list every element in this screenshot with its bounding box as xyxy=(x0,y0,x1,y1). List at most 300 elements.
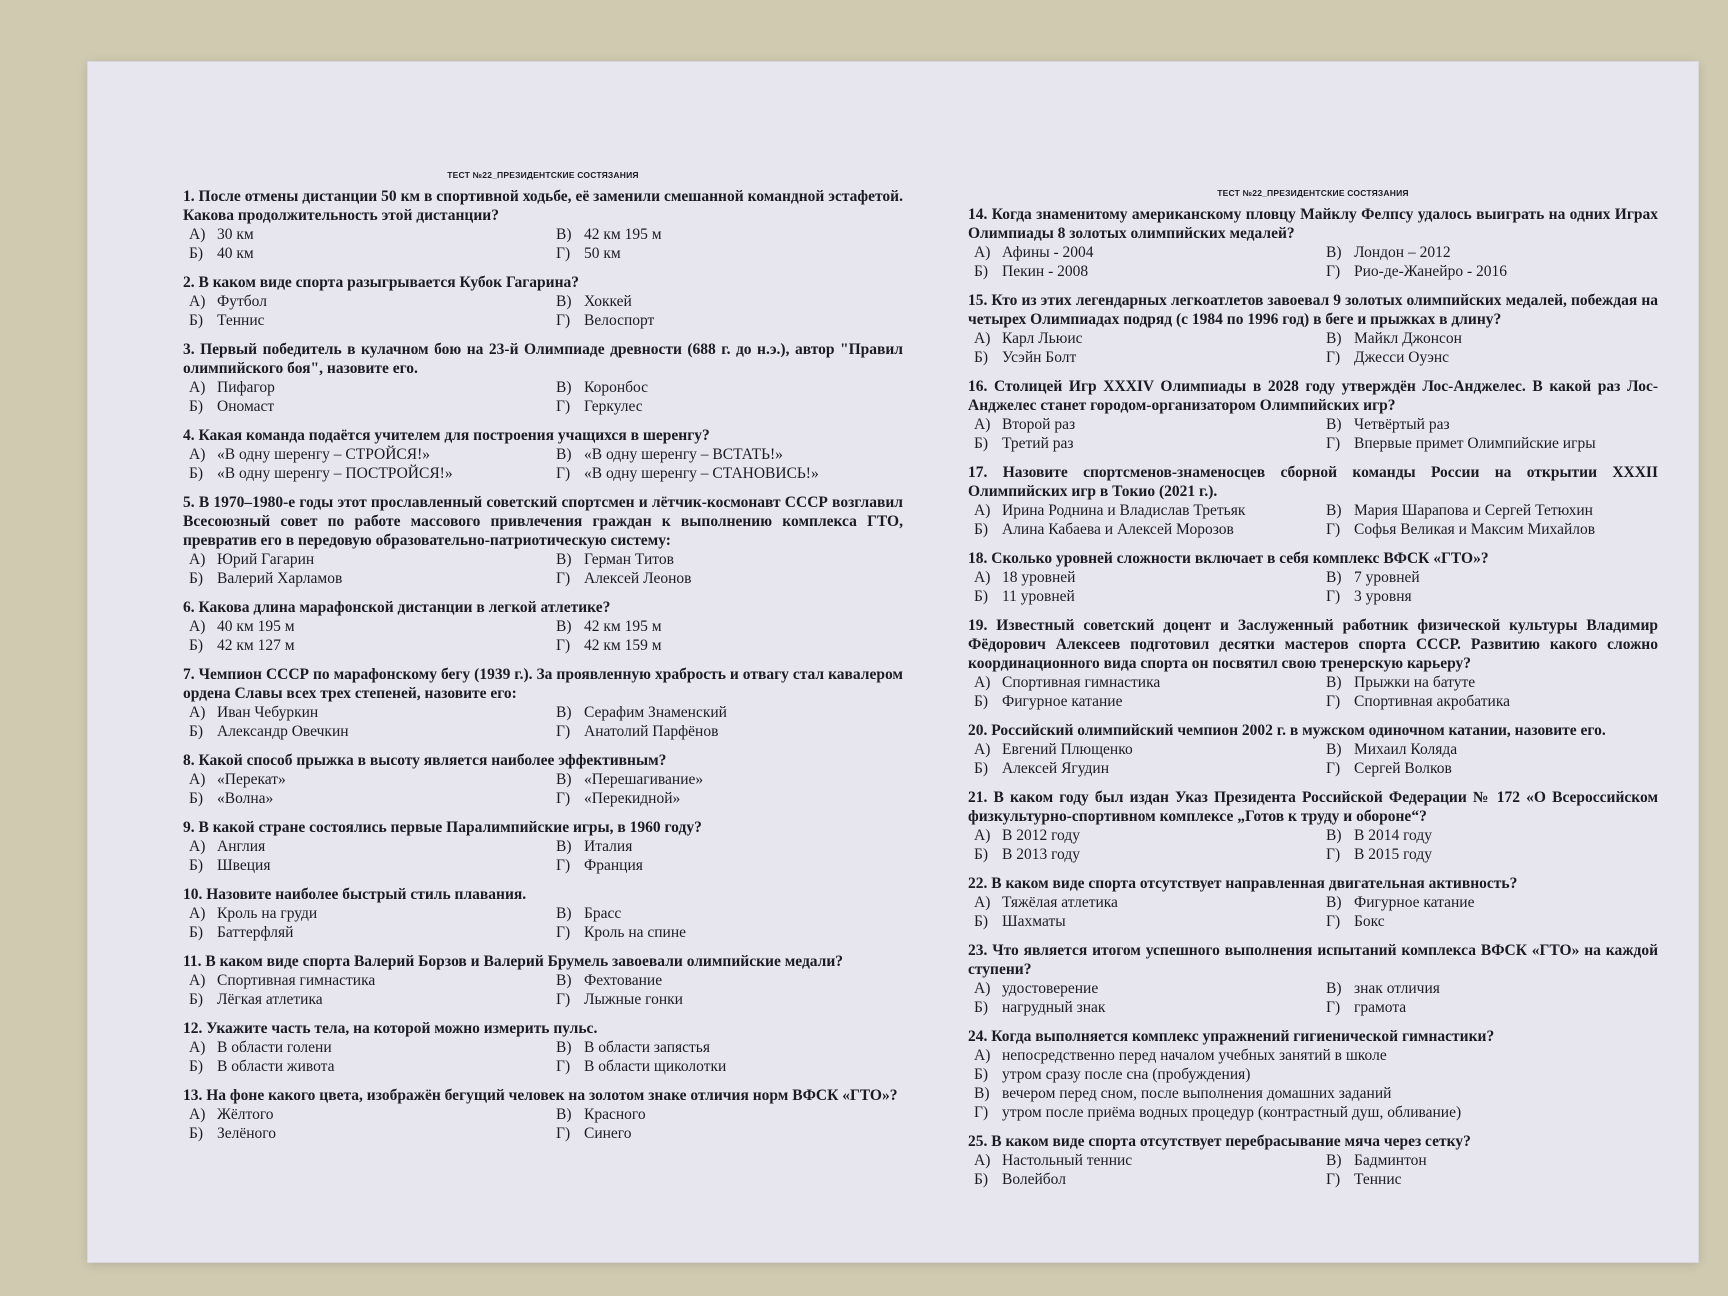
answer-option xyxy=(1326,243,1658,262)
answer-option xyxy=(556,1038,903,1057)
answer-option xyxy=(974,243,1306,262)
option-letter: В) xyxy=(1326,244,1342,261)
option-letter: А) xyxy=(974,1047,991,1064)
option-letter: А) xyxy=(189,551,206,568)
answer-option xyxy=(556,837,903,856)
option-letter: Г) xyxy=(556,245,571,262)
answer-option xyxy=(974,826,1306,845)
test-sheet xyxy=(88,62,1698,1262)
option-text: 42 км 195 м xyxy=(584,618,662,635)
answer-options xyxy=(968,243,1658,281)
answer-options xyxy=(968,1151,1658,1189)
answer-option xyxy=(189,244,536,263)
option-text: В 2012 году xyxy=(1002,827,1080,844)
option-text: В 2015 году xyxy=(1354,846,1432,863)
option-text: Третий раз xyxy=(1002,435,1074,452)
option-text: Лыжные гонки xyxy=(584,991,683,1008)
option-text: Четвёртый раз xyxy=(1354,416,1450,433)
option-text: 18 уровней xyxy=(1002,569,1076,586)
option-text: Фигурное катание xyxy=(1354,894,1475,911)
question xyxy=(968,1027,1658,1122)
answer-option xyxy=(189,292,536,311)
option-text: Пекин - 2008 xyxy=(1002,263,1089,280)
option-letter: В) xyxy=(1326,980,1342,997)
option-letter: Г) xyxy=(556,570,571,587)
option-letter: В) xyxy=(1326,502,1342,519)
option-letter: В) xyxy=(556,1039,572,1056)
option-letter: А) xyxy=(974,741,991,758)
option-text: удостоверение xyxy=(1002,980,1099,997)
answer-option xyxy=(556,1105,903,1124)
option-text: вечером перед сном, после выполнения домашних заданий xyxy=(1002,1085,1392,1102)
question-text: 17. Назовите спортсменов-знаменосцев сборной команды России на открытии XXXII Олимпийских игр в Токио (2021 г.). xyxy=(968,464,1658,500)
answer-option xyxy=(1326,1170,1658,1189)
option-letter: А) xyxy=(974,244,991,261)
option-letter: Б) xyxy=(189,924,204,941)
option-letter: Г) xyxy=(556,857,571,874)
option-letter: А) xyxy=(189,379,206,396)
option-letter: Г) xyxy=(1326,349,1341,366)
option-text: Жёлтого xyxy=(217,1106,274,1123)
option-letter: В) xyxy=(556,379,572,396)
answer-options xyxy=(183,837,903,875)
answer-option xyxy=(974,1065,1658,1084)
option-text: Италия xyxy=(584,838,633,855)
answer-options xyxy=(183,971,903,1009)
option-text: В области запястья xyxy=(584,1039,710,1056)
option-text: Франция xyxy=(584,857,643,874)
option-text: Кроль на груди xyxy=(217,905,318,922)
option-letter: Б) xyxy=(974,846,989,863)
question xyxy=(968,377,1658,453)
question-text: 11. В каком виде спорта Валерий Борзов и Валерий Брумель завоевали олимпийские медали? xyxy=(183,953,844,970)
option-text: «В одну шеренгу – СТАНОВИСЬ!» xyxy=(584,465,819,482)
option-text: Анатолий Парфёнов xyxy=(584,723,719,740)
option-text: Впервые примет Олимпийские игры xyxy=(1354,435,1596,452)
option-letter: Г) xyxy=(1326,913,1341,930)
answer-options xyxy=(968,826,1658,864)
answer-options xyxy=(968,673,1658,711)
answer-option xyxy=(974,262,1306,281)
answer-option xyxy=(1326,329,1658,348)
option-text: Красного xyxy=(584,1106,646,1123)
option-letter: А) xyxy=(974,894,991,911)
question xyxy=(183,665,903,741)
option-letter: Б) xyxy=(189,637,204,654)
question xyxy=(183,273,903,330)
option-letter: А) xyxy=(974,827,991,844)
option-letter: А) xyxy=(189,446,206,463)
answer-option xyxy=(974,998,1306,1017)
option-text: Мария Шарапова и Сергей Тетюхин xyxy=(1354,502,1593,519)
answer-options xyxy=(183,378,903,416)
answer-option xyxy=(1326,348,1658,367)
answer-option xyxy=(974,434,1306,453)
option-letter: А) xyxy=(974,674,991,691)
answer-option xyxy=(189,923,536,942)
option-text: В области голени xyxy=(217,1039,332,1056)
option-letter: Г) xyxy=(556,637,571,654)
answer-option xyxy=(189,378,536,397)
option-text: «Перекат» xyxy=(217,771,286,788)
answer-option xyxy=(189,1105,536,1124)
answer-option xyxy=(189,617,536,636)
answer-option xyxy=(189,1038,536,1057)
answer-option xyxy=(1326,845,1658,864)
option-letter: В) xyxy=(1326,674,1342,691)
question xyxy=(183,952,903,1009)
option-letter: В) xyxy=(556,226,572,243)
answer-options xyxy=(183,1105,903,1143)
question xyxy=(968,291,1658,367)
option-text: Велоспорт xyxy=(584,312,655,329)
option-letter: В) xyxy=(556,972,572,989)
option-letter: В) xyxy=(556,446,572,463)
answer-option xyxy=(189,990,536,1009)
option-text: непосредственно перед началом учебных занятий в школе xyxy=(1002,1047,1387,1064)
answer-option xyxy=(556,636,903,655)
option-letter: В) xyxy=(1326,416,1342,433)
answer-options xyxy=(968,1046,1658,1122)
option-text: В области живота xyxy=(217,1058,335,1075)
question-text: 21. В каком году был издан Указ Президента Российской Федерации № 172 «О Всероссийском физкультурно-спортивном комплексе „Готов к труду и обороне“? xyxy=(968,789,1658,825)
answer-option xyxy=(556,445,903,464)
question-text: 10. Назовите наиболее быстрый стиль плавания. xyxy=(183,886,527,903)
option-letter: В) xyxy=(556,771,572,788)
answer-option xyxy=(974,501,1306,520)
answer-option xyxy=(974,845,1306,864)
answer-option xyxy=(1326,998,1658,1017)
option-letter: Г) xyxy=(556,723,571,740)
option-letter: А) xyxy=(189,226,206,243)
answer-options xyxy=(183,550,903,588)
option-letter: В) xyxy=(556,618,572,635)
option-text: утром после приёма водных процедур (контрастный душ, обливание) xyxy=(1002,1104,1462,1121)
option-text: Евгений Плющенко xyxy=(1002,741,1133,758)
option-text: Кроль на спине xyxy=(584,924,687,941)
answer-option xyxy=(189,904,536,923)
option-text: Алексей Леонов xyxy=(584,570,692,587)
answer-options xyxy=(968,979,1658,1017)
answer-option xyxy=(556,225,903,244)
option-letter: В) xyxy=(556,1106,572,1123)
option-letter: В) xyxy=(556,838,572,855)
option-text: Серафим Знаменский xyxy=(584,704,727,721)
answer-option xyxy=(1326,826,1658,845)
answer-option xyxy=(1326,1151,1658,1170)
option-letter: А) xyxy=(974,569,991,586)
answer-option xyxy=(974,893,1306,912)
option-text: Коронбос xyxy=(584,379,649,396)
option-text: В 2013 году xyxy=(1002,846,1080,863)
option-text: Усэйн Болт xyxy=(1002,349,1077,366)
option-letter: А) xyxy=(974,980,991,997)
option-text: 42 км 195 м xyxy=(584,226,662,243)
option-text: Второй раз xyxy=(1002,416,1076,433)
option-letter: Г) xyxy=(1326,435,1341,452)
answer-option xyxy=(189,464,536,483)
option-text: Михаил Коляда xyxy=(1354,741,1458,758)
option-letter: Б) xyxy=(189,570,204,587)
option-text: «В одну шеренгу – ВСТАТЬ!» xyxy=(584,446,783,463)
option-text: Геркулес xyxy=(584,398,643,415)
option-text: Волейбол xyxy=(1002,1171,1066,1188)
answer-option xyxy=(974,1103,1658,1122)
question xyxy=(183,1019,903,1076)
option-letter: В) xyxy=(1326,827,1342,844)
option-letter: В) xyxy=(1326,330,1342,347)
option-letter: Б) xyxy=(189,1125,204,1142)
option-text: Настольный теннис xyxy=(1002,1152,1133,1169)
page-header-right: ТЕСТ №22_ПРЕЗИДЕНТСКИЕ СОСТЯЗАНИЯ xyxy=(1217,188,1409,198)
question xyxy=(968,788,1658,864)
option-letter: Г) xyxy=(556,790,571,807)
option-text: Баттерфляй xyxy=(217,924,294,941)
option-text: Фигурное катание xyxy=(1002,693,1123,710)
option-letter: Б) xyxy=(189,991,204,1008)
option-letter: Г) xyxy=(556,924,571,941)
option-text: В 2014 году xyxy=(1354,827,1432,844)
option-letter: А) xyxy=(189,771,206,788)
option-letter: А) xyxy=(189,972,206,989)
question xyxy=(968,721,1658,778)
answer-option xyxy=(556,397,903,416)
option-letter: А) xyxy=(974,416,991,433)
answer-option xyxy=(189,311,536,330)
option-letter: А) xyxy=(189,704,206,721)
option-text: Лондон – 2012 xyxy=(1354,244,1451,261)
option-letter: Б) xyxy=(189,312,204,329)
option-text: Ирина Роднина и Владислав Третьяк xyxy=(1002,502,1246,519)
answer-option xyxy=(1326,692,1658,711)
option-text: Брасс xyxy=(584,905,622,922)
question xyxy=(183,426,903,483)
option-text: Софья Великая и Максим Михайлов xyxy=(1354,521,1596,538)
question xyxy=(183,340,903,416)
option-letter: Б) xyxy=(974,349,989,366)
option-letter: Г) xyxy=(556,465,571,482)
answer-option xyxy=(556,904,903,923)
answer-option xyxy=(1326,262,1658,281)
answer-option xyxy=(556,1124,903,1143)
option-letter: Б) xyxy=(974,263,989,280)
answer-option xyxy=(974,587,1306,606)
question-text: 25. В каком виде спорта отсутствует перебрасывание мяча через сетку? xyxy=(968,1133,1471,1150)
option-text: Афины - 2004 xyxy=(1002,244,1094,261)
option-text: Спортивная гимнастика xyxy=(1002,674,1161,691)
option-letter: Б) xyxy=(189,857,204,874)
answer-option xyxy=(189,636,536,655)
option-text: Теннис xyxy=(1354,1171,1402,1188)
question-text: 23. Что является итогом успешного выполнения испытаний комплекса ВФСК «ГТО» на каждой ступени? xyxy=(968,942,1658,978)
right-column xyxy=(968,184,1658,1199)
option-text: «Волна» xyxy=(217,790,274,807)
question-text: 18. Сколько уровней сложности включает в себя комплекс ВФСК «ГТО»? xyxy=(968,550,1489,567)
option-text: Тяжёлая атлетика xyxy=(1002,894,1118,911)
answer-option xyxy=(556,569,903,588)
question-text: 24. Когда выполняется комплекс упражнений гигиенической гимнастики? xyxy=(968,1028,1495,1045)
answer-option xyxy=(974,329,1306,348)
option-letter: Б) xyxy=(974,1066,989,1083)
answer-options xyxy=(183,1038,903,1076)
option-letter: Б) xyxy=(974,1171,989,1188)
answer-options xyxy=(968,415,1658,453)
answer-options xyxy=(183,445,903,483)
answer-options xyxy=(183,225,903,263)
answer-option xyxy=(556,789,903,808)
answer-option xyxy=(556,971,903,990)
option-text: Майкл Джонсон xyxy=(1354,330,1462,347)
option-text: Юрий Гагарин xyxy=(217,551,315,568)
answer-option xyxy=(974,348,1306,367)
question xyxy=(183,818,903,875)
answer-option xyxy=(189,225,536,244)
option-text: Алексей Ягудин xyxy=(1002,760,1110,777)
option-text: Зелёного xyxy=(217,1125,277,1142)
answer-options xyxy=(183,770,903,808)
question xyxy=(183,751,903,808)
question-text: 16. Столицей Игр XXXIV Олимпиады в 2028 году утверждён Лос-Анджелес. В какой раз Лос-Анджелес станет городом-организатором Олимпийских игр? xyxy=(968,378,1658,414)
answer-options xyxy=(183,617,903,655)
option-text: Швеция xyxy=(217,857,271,874)
answer-option xyxy=(974,692,1306,711)
option-text: грамота xyxy=(1354,999,1407,1016)
answer-option xyxy=(1326,759,1658,778)
option-text: Теннис xyxy=(217,312,265,329)
answer-options xyxy=(183,292,903,330)
option-text: Хоккей xyxy=(584,293,632,310)
option-letter: Б) xyxy=(974,999,989,1016)
option-text: 11 уровней xyxy=(1002,588,1075,605)
option-letter: Г) xyxy=(1326,521,1341,538)
question xyxy=(183,1086,903,1143)
answer-option xyxy=(1326,415,1658,434)
answer-options xyxy=(968,893,1658,931)
answer-option xyxy=(1326,520,1658,539)
option-text: 40 км 195 м xyxy=(217,618,295,635)
option-letter: Г) xyxy=(556,1058,571,1075)
answer-option xyxy=(556,703,903,722)
question-text: 4. Какая команда подаётся учителем для построения учащихся в шеренгу? xyxy=(183,427,710,444)
question-text: 3. Первый победитель в кулачном бою на 23-й Олимпиаде древности (688 г. до н.э.), автор "Правил олимпийского боя", назовите его. xyxy=(183,341,903,377)
option-text: утром сразу после сна (пробуждения) xyxy=(1002,1066,1251,1083)
option-letter: Б) xyxy=(189,723,204,740)
option-text: знак отличия xyxy=(1354,980,1440,997)
answer-option xyxy=(974,415,1306,434)
question xyxy=(183,885,903,942)
option-letter: В) xyxy=(1326,569,1342,586)
option-letter: Г) xyxy=(556,1125,571,1142)
answer-option xyxy=(189,770,536,789)
option-text: Пифагор xyxy=(217,379,275,396)
question-text: 8. Какой способ прыжка в высоту является наиболее эффективным? xyxy=(183,752,667,769)
answer-option xyxy=(189,569,536,588)
answer-option xyxy=(974,979,1306,998)
question-text: 2. В каком виде спорта разыгрывается Кубок Гагарина? xyxy=(183,274,579,291)
answer-option xyxy=(189,1124,536,1143)
option-text: Ономаст xyxy=(217,398,275,415)
option-letter: Б) xyxy=(974,521,989,538)
answer-option xyxy=(974,1084,1658,1103)
answer-option xyxy=(189,971,536,990)
option-letter: А) xyxy=(974,502,991,519)
option-text: Фехтование xyxy=(584,972,663,989)
answer-option xyxy=(189,397,536,416)
answer-option xyxy=(556,990,903,1009)
answer-option xyxy=(556,856,903,875)
option-letter: Г) xyxy=(974,1104,989,1121)
option-text: Бадминтон xyxy=(1354,1152,1427,1169)
option-letter: Б) xyxy=(974,693,989,710)
option-letter: В) xyxy=(556,551,572,568)
option-letter: Г) xyxy=(1326,588,1341,605)
option-letter: А) xyxy=(189,1106,206,1123)
question-text: 5. В 1970–1980-е годы этот прославленный советский спортсмен и лётчик-космонавт СССР возглавил Всесоюзный совет по работе массового привлечения граждан к выполнению комплекса ГТО, превратив его в передовую образовательно-патриотическую систему: xyxy=(183,494,903,549)
question-text: 9. В какой стране состоялись первые Паралимпийские игры, в 1960 году? xyxy=(183,819,702,836)
answer-option xyxy=(974,1151,1306,1170)
question-text: 14. Когда знаменитому американскому пловцу Майклу Фелпсу удалось выиграть на одних Играх Олимпиады 8 золотых олимпийских медалей? xyxy=(968,206,1658,242)
answer-option xyxy=(556,464,903,483)
answer-options xyxy=(183,904,903,942)
option-text: 42 км 159 м xyxy=(584,637,662,654)
question-text: 12. Укажите часть тела, на которой можно измерить пульс. xyxy=(183,1020,598,1037)
answer-option xyxy=(556,311,903,330)
option-text: 7 уровней xyxy=(1354,569,1420,586)
option-text: Рио-де-Жанейро - 2016 xyxy=(1354,263,1508,280)
answer-option xyxy=(556,378,903,397)
option-letter: Б) xyxy=(189,465,204,482)
answer-option xyxy=(556,770,903,789)
option-text: 40 км xyxy=(217,245,254,262)
option-text: Карл Льюис xyxy=(1002,330,1083,347)
option-letter: Б) xyxy=(189,245,204,262)
option-letter: Б) xyxy=(189,790,204,807)
option-letter: Г) xyxy=(1326,760,1341,777)
option-letter: Г) xyxy=(1326,263,1341,280)
answer-option xyxy=(1326,740,1658,759)
answer-option xyxy=(974,1046,1658,1065)
option-text: «В одну шеренгу – СТРОЙСЯ!» xyxy=(217,446,431,463)
option-text: Футбол xyxy=(217,293,267,310)
option-letter: Г) xyxy=(1326,1171,1341,1188)
option-text: Лёгкая атлетика xyxy=(217,991,323,1008)
option-text: Джесси Оуэнс xyxy=(1354,349,1450,366)
option-letter: А) xyxy=(189,905,206,922)
answer-option xyxy=(974,568,1306,587)
option-letter: В) xyxy=(556,905,572,922)
option-text: «Перекидной» xyxy=(584,790,681,807)
question xyxy=(183,598,903,655)
answer-option xyxy=(556,1057,903,1076)
question-text: 7. Чемпион СССР по марафонскому бегу (1939 г.). За проявленную храбрость и отвагу стал кавалером ордена Славы всех трех степеней, назовите его: xyxy=(183,666,903,702)
answer-option xyxy=(1326,979,1658,998)
answer-option xyxy=(189,856,536,875)
question xyxy=(968,616,1658,711)
option-letter: Г) xyxy=(1326,693,1341,710)
answer-options xyxy=(968,740,1658,778)
answer-option xyxy=(189,703,536,722)
answer-option xyxy=(1326,893,1658,912)
answer-option xyxy=(1326,673,1658,692)
option-text: Англия xyxy=(217,838,266,855)
option-letter: А) xyxy=(189,618,206,635)
option-letter: Б) xyxy=(974,913,989,930)
answer-option xyxy=(974,740,1306,759)
option-text: 3 уровня xyxy=(1354,588,1412,605)
answer-option xyxy=(189,722,536,741)
answer-option xyxy=(556,923,903,942)
option-letter: Г) xyxy=(1326,999,1341,1016)
